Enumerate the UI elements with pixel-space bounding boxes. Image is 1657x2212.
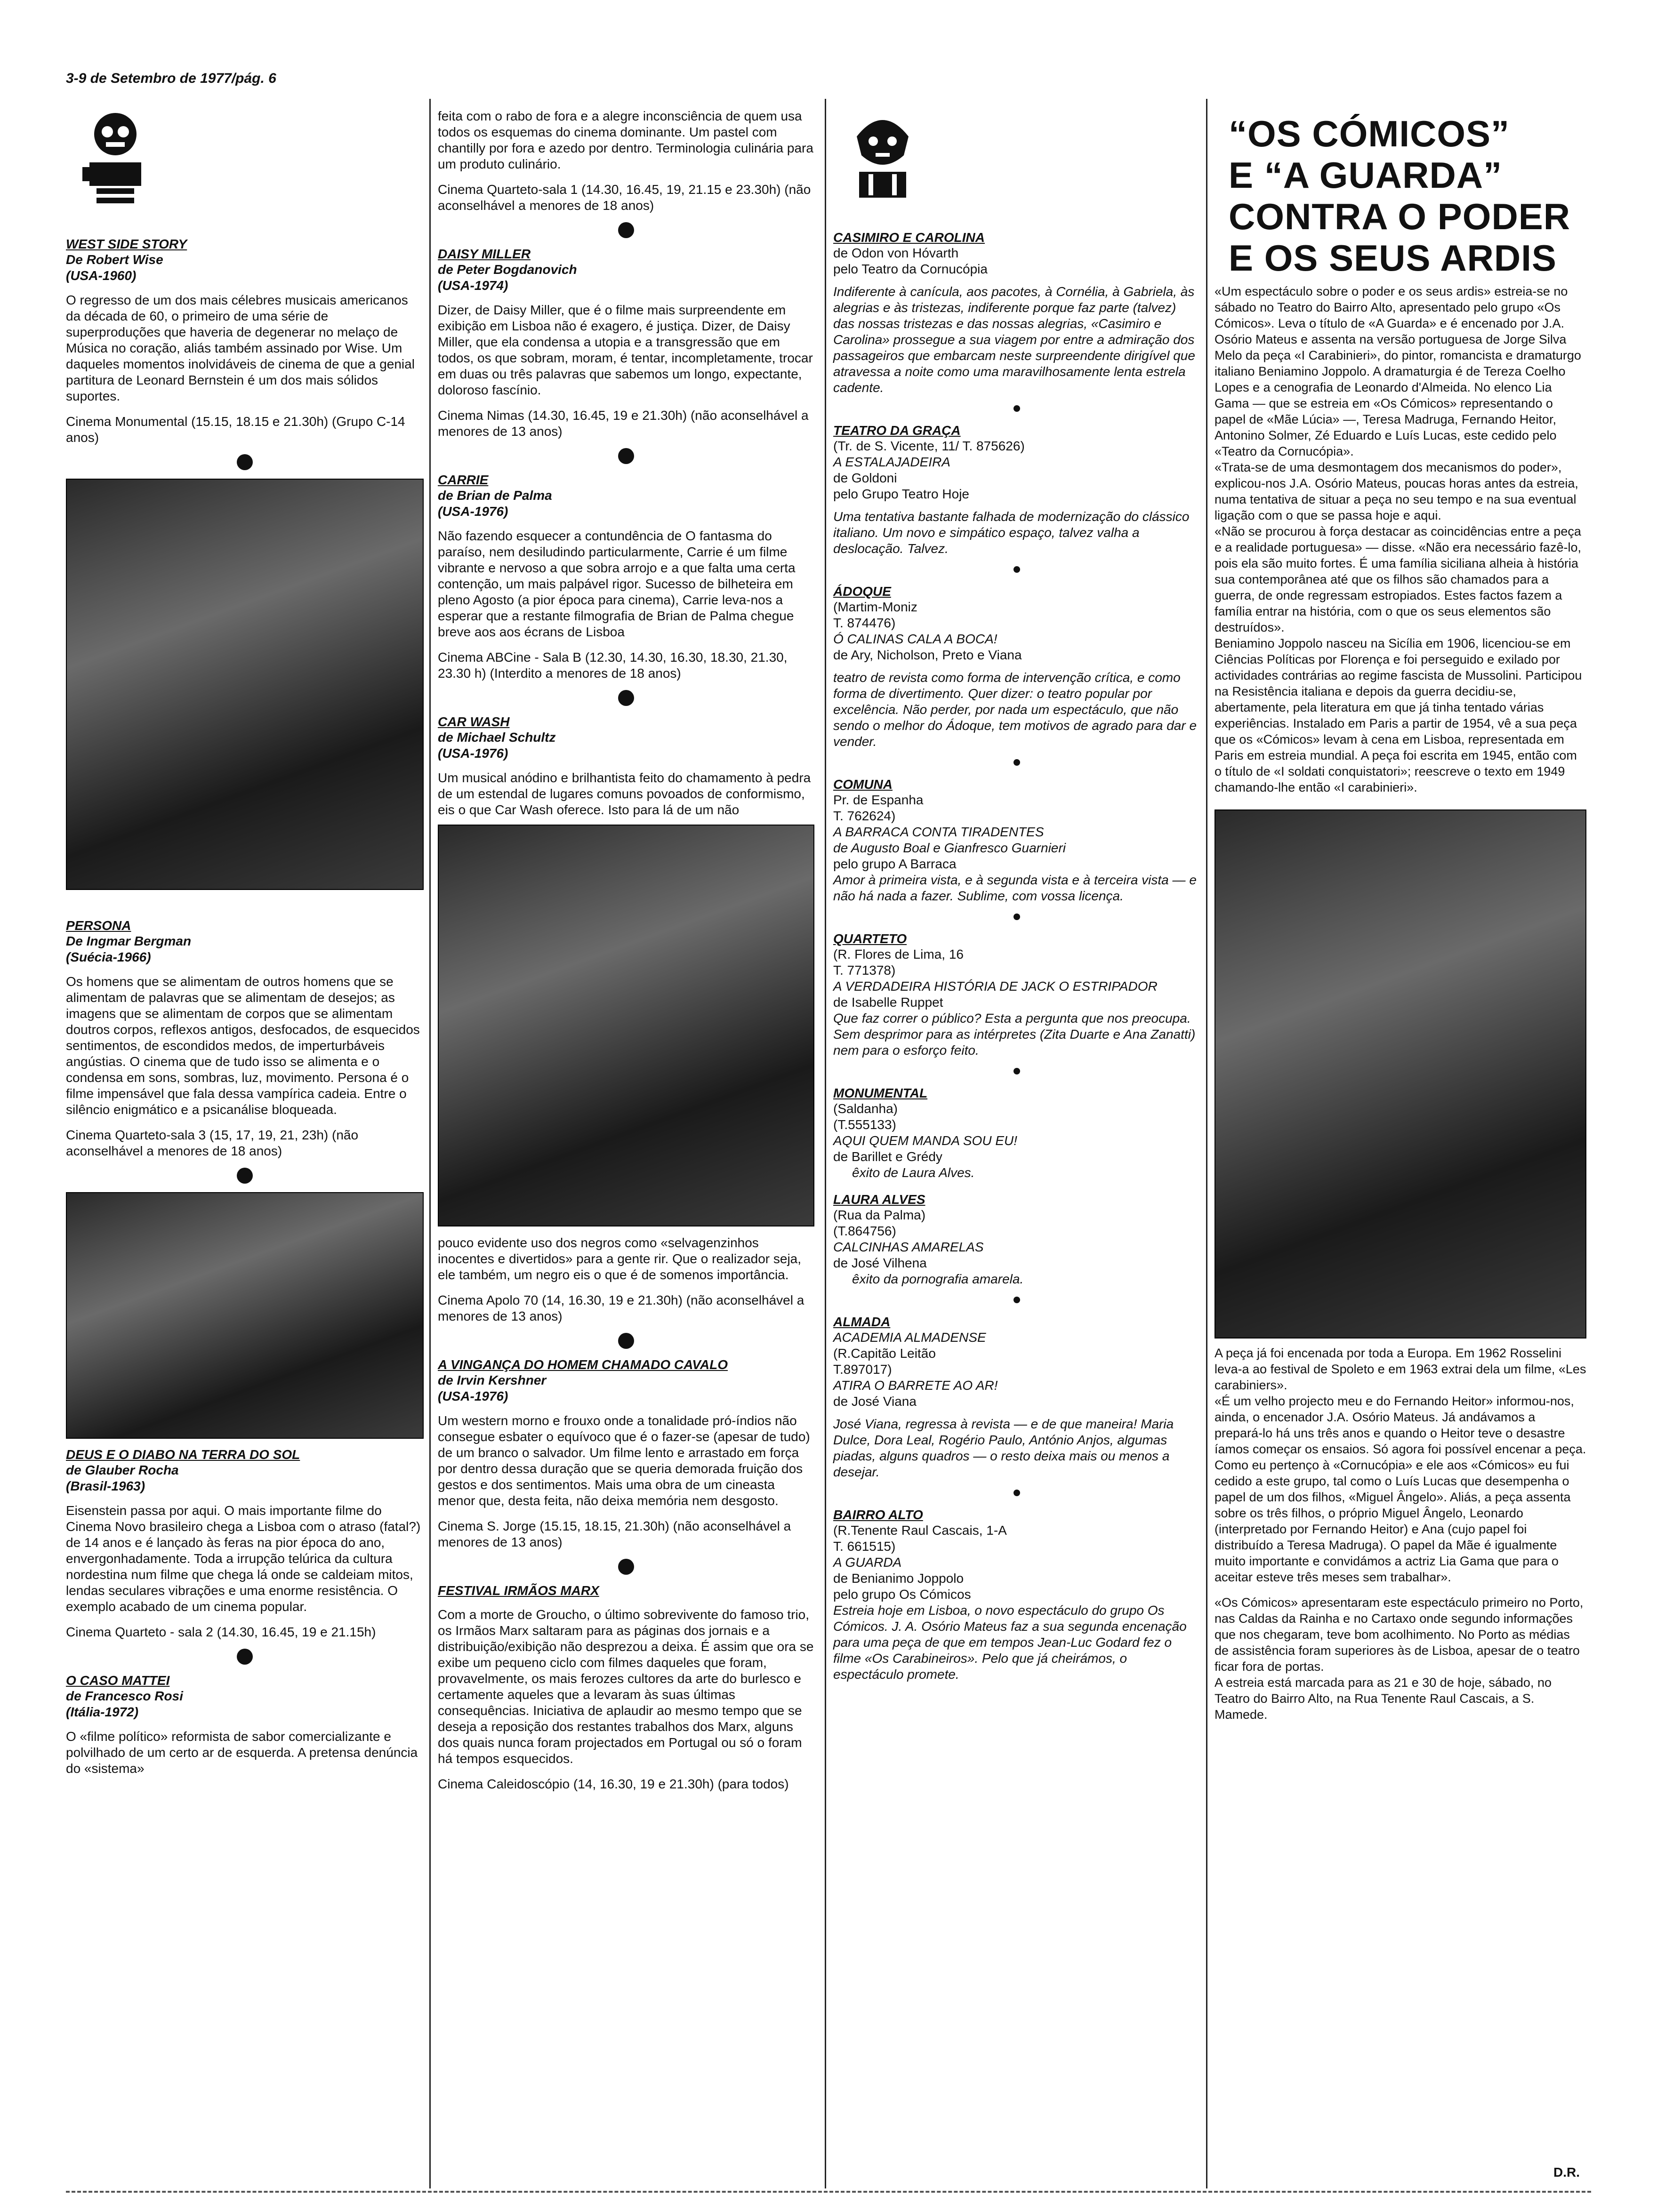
- listing-comment: Indiferente à canícula, aos pacotes, à Cornélia, à Gabriela, às alegrias e às tristezas, indiferente porque faz parte (talvez) das nossas tristezas e das nossas alegrias, «Casimiro e Carolina» prossegue a sua viagem por entre a admiração dos passageiros que embarcam neste surpreendente dirigível que atravessa a noite como uma maravilhosamente lenta estrela cadente.: [833, 284, 1195, 395]
- listing-comment: êxito de Laura Alves.: [852, 1165, 975, 1180]
- film-title: CAR WASH: [438, 714, 510, 729]
- section-bullet: [618, 1333, 634, 1349]
- column-divider: [429, 99, 431, 2188]
- listing-line: T. 661515): [833, 1539, 896, 1554]
- section-bullet: [237, 454, 253, 470]
- theatre-listing: [833, 777, 1200, 904]
- section-bullet: [618, 222, 634, 238]
- cinema-info: Cinema Quarteto-sala 3 (15, 17, 19, 21, 23h) (não aconselhável a menores de 18 anos): [66, 1128, 359, 1158]
- film-title: CARRIE: [438, 473, 489, 487]
- film-title: PERSONA: [66, 918, 131, 933]
- article-paragraph: «Trata-se de uma desmontagem dos mecanismos do poder», explicou-nos J.A. Osório Mateus, poucas horas antes da estreia, numa tentativa de situar a peça no seu tempo e na sua eventual ligação com o que se passa hoje e aqui.: [1215, 460, 1578, 522]
- listing-line: (Saldanha): [833, 1101, 898, 1116]
- continued-review: feita com o rabo de fora e a alegre inconsciência de quem usa todos os esquemas do cinema dominante. Um pastel com chantilly por fora e azedo por dentro. Terminologia culinária para um produto culinário.: [438, 109, 813, 171]
- listing-line: (Tr. de S. Vicente, 11/ T. 875626): [833, 439, 1025, 453]
- film-director: De Ingmar Bergman: [66, 934, 192, 948]
- film-review: Com a morte de Groucho, o último sobrevivente do famoso trio, os Irmãos Marx saltaram para as páginas dos jornais e a distribuição/exibição não desprezou a deixa. É assim que ora se exibe um pequeno ciclo com filmes daqueles que foram, provavelmente, os mais ferozes cultores da arte do burlesco e certamente aqueles que a levaram às suas últimas consequências. Iniciativa de aplaudir ao mesmo tempo que se deseja a reposição dos restantes trabalhos dos Marx, alguns dos quais nunca foram projectados em Portugal ou só o foram há tempos esquecidos.: [438, 1607, 814, 1766]
- theatre-name: ÁDOQUE: [833, 584, 891, 599]
- film-title: O CASO MATTEI: [66, 1673, 170, 1688]
- section-bullet: [1014, 405, 1020, 412]
- listing-line: de Ary, Nicholson, Preto e Viana: [833, 648, 1022, 662]
- theatre-column: [833, 99, 1200, 1683]
- headline-line: “OS CÓMICOS”: [1229, 113, 1510, 154]
- article-actor-photo: [1215, 809, 1586, 1338]
- section-bullet: [618, 1559, 634, 1575]
- column-divider: [825, 99, 826, 2188]
- film-review: Um western morno e frouxo onde a tonalidade pró-índios não consegue esbater o equívoco que é o fazer-se (apesar de tudo) de um branco o salvador. Um filme lento e arrastado em força por dentro dessa duração que se queria demorada fruição dos gestos e dos sentimentos. Mais uma obra de um cineasta menor que, desta feita, não deixa memória nem desgosto.: [438, 1413, 810, 1508]
- film-origin: (Suécia-1966): [66, 950, 151, 964]
- film-title: A VINGANÇA DO HOMEM CHAMADO CAVALO: [438, 1357, 728, 1372]
- cinema-info: Cinema ABCine - Sala B (12.30, 14.30, 16.30, 18.30, 21.30, 23.30 h) (Interdito a menores de 18 anos): [438, 650, 788, 681]
- film-title: DEUS E O DIABO NA TERRA DO SOL: [66, 1447, 300, 1462]
- listing-comment: José Viana, regressa à revista — e de que maneira! Maria Dulce, Dora Leal, Rogério Paulo, António Anjos, algumas piadas, alguns quadros — o resto deixa mais ou menos a desejar.: [833, 1417, 1174, 1479]
- listing-line: CALCINHAS AMARELAS: [833, 1240, 984, 1254]
- theatre-name: QUARTETO: [833, 931, 907, 946]
- cinema-column-1: [66, 99, 424, 1777]
- article-paragraph: A peça já foi encenada por toda a Europa. Em 1962 Rosselini leva-a ao festival de Spoleto e em 1963 extrai dela um filme, «Les carabiniers».: [1215, 1346, 1586, 1392]
- theatre-name: LAURA ALVES: [833, 1192, 925, 1207]
- film-director: de Michael Schultz: [438, 730, 556, 745]
- listing-line: de Augusto Boal e Gianfresco Guarnieri: [833, 841, 1066, 855]
- section-bullet: [1014, 1297, 1020, 1303]
- theatre-name: COMUNA: [833, 777, 893, 792]
- film-origin: (Itália-1972): [66, 1705, 139, 1719]
- listing-line: A VERDADEIRA HISTÓRIA DE JACK O ESTRIPADOR: [833, 979, 1158, 994]
- listing-line: T. 874476): [833, 616, 896, 630]
- cinema-info: Cinema Quarteto-sala 1 (14.30, 16.45, 19, 21.15 e 23.30h) (não aconselhável a menores de 18 anos): [438, 182, 811, 213]
- listing-line: de Barillet e Grédy: [833, 1149, 942, 1164]
- listing-line: de Odon von Hóvarth: [833, 246, 959, 260]
- section-bullet: [618, 690, 634, 706]
- cinema-info: Cinema S. Jorge (15.15, 18.15, 21.30h) (não aconselhável a menores de 13 anos): [438, 1519, 791, 1549]
- article-column: [1215, 99, 1586, 1723]
- film-director: de Peter Bogdanovich: [438, 262, 577, 277]
- listing-line: A GUARDA: [833, 1555, 902, 1570]
- page-bottom-border: [66, 2191, 1591, 2193]
- theatre-listing: [833, 230, 1200, 396]
- article-headline: [1229, 113, 1586, 279]
- listing-line: Ó CALINAS CALA A BOCA!: [833, 632, 997, 646]
- film-review: Não fazendo esquecer a contundência de O fantasma do paraíso, nem desiludindo particularmente, Carrie é um filme vibrante e nervoso a que sobra arrojo e a que falta uma certa contenção, um mais palpável rigor. Sucesso de bilheteira em pleno Agosto (a pior época para cinema), Carrie leva-nos a esperar que a restante filmografia de Brian de Palma chegue breve aos aos écrans de Lisboa: [438, 529, 796, 639]
- section-bullet: [1014, 1490, 1020, 1496]
- listing-line: T. 771378): [833, 963, 896, 978]
- film-review: Dizer, de Daisy Miller, que é o filme mais surpreendente em exibição em Lisboa não é exagero, é justiça. Dizer, de Daisy Miller, que ela condensa a utopia e a transgressão que em todos, os que sobram, moram, é tentar, incompletamente, trocar em duas ou três palavras que sabemos um longo, expectante, doloroso fascínio.: [438, 303, 813, 397]
- theatre-listing: [833, 1507, 1200, 1683]
- listing-comment: Amor à primeira vista, e à segunda vista e à terceira vista — e não há nada a fazer. Sublime, com vossa licença.: [833, 873, 1197, 903]
- theatre-name: BAIRRO ALTO: [833, 1507, 923, 1522]
- listing-line: (T.555133): [833, 1117, 896, 1132]
- section-bullet: [237, 1649, 253, 1665]
- listing-line: (Martim-Moniz: [833, 600, 917, 614]
- section-bullet: [1014, 759, 1020, 766]
- listing-line: de Goldoni: [833, 471, 897, 485]
- film-review: O «filme político» reformista de sabor comercializante e polvilhado de um certo ar de esquerda. A pretensa denúncia do «sistema»: [66, 1729, 418, 1776]
- headline-line: CONTRA O PODER: [1229, 196, 1571, 237]
- film-title: DAISY MILLER: [438, 247, 531, 261]
- photo-credit: D.R.: [1553, 2165, 1580, 2180]
- film-camera-icon: [80, 108, 151, 212]
- listing-line: Pr. de Espanha: [833, 793, 924, 807]
- listing-comment: teatro de revista como forma de intervenção crítica, e como forma de divertimento. Quer dizer: o teatro popular por excelência. Não perder, por nada um espectáculo, que não sendo o melhor do Ádoque, tem motivos de agrado para dar e vender.: [833, 670, 1197, 749]
- article-paragraph: A estreia está marcada para as 21 e 30 de hoje, sábado, no Teatro do Bairro Alto, na Rua Tenente Raul Cascais, a S. Mamede.: [1215, 1675, 1552, 1722]
- cinema-column-2: [438, 99, 814, 1792]
- listing-line: (T.864756): [833, 1224, 896, 1238]
- film-director: de Brian de Palma: [438, 488, 552, 503]
- film-director: De Robert Wise: [66, 252, 163, 267]
- section-bullet: [237, 1168, 253, 1184]
- film-review: Eisenstein passa por aqui. O mais importante filme do Cinema Novo brasileiro chega a Lisboa com o atraso (fatal?) de 14 anos e é lançado às feras na pior época do ano, envergonhadamente. Toda a irrupção telúrica da cultura nordestina num filme que chega lá onde se caldeiam mitos, lendas seculares vibrações e uma enorme resistência. O exemplo acabado de um cinema popular.: [66, 1503, 421, 1614]
- cinema-info: Cinema Quarteto - sala 2 (14.30, 16.45, 19 e 21.15h): [66, 1625, 376, 1639]
- listing-line: ACADEMIA ALMADENSE: [833, 1330, 986, 1345]
- listing-line: (R. Flores de Lima, 16: [833, 947, 964, 962]
- listing-line: pelo grupo A Barraca: [833, 857, 957, 871]
- cinema-info: Cinema Monumental (15.15, 18.15 e 21.30h) (Grupo C-14 anos): [66, 414, 405, 445]
- film-review: O regresso de um dos mais célebres musicais americanos da década de 60, o primeiro de uma série de superproduções que haveria de degenerar no melaço de Música no coração, aliás também assinado por Wise. Um daqueles momentos inolvidáveis de cinema de que a genial partitura de Leonard Bernstein é um dos mais sólidos suportes.: [66, 293, 415, 403]
- film-origin: (USA-1976): [438, 504, 508, 519]
- theatre-listing: [833, 1314, 1200, 1480]
- theatre-listing: [833, 1086, 1200, 1181]
- article-paragraph: «Os Cómicos» apresentaram este espectáculo primeiro no Porto, nas Caldas da Rainha e no Cartaxo onde segundo informações que nos chegaram, teve bom acolhimento. No Porto as médias de assistência foram superiores às de Lisboa, apesar de o teatro ficar fora de portas.: [1215, 1595, 1584, 1674]
- theatre-name: TEATRO DA GRAÇA: [833, 423, 961, 438]
- film-origin: (USA-1960): [66, 268, 137, 283]
- car-wash-still-photo: [438, 825, 814, 1226]
- listing-comment: Uma tentativa bastante falhada de modernização do clássico italiano. Um novo e simpático espaço, talvez valha a deslocação. Talvez.: [833, 509, 1190, 556]
- film-director: de Francesco Rosi: [66, 1689, 183, 1703]
- film-review: Um musical anódino e brilhantista feito do chamamento à pedra de um estendal de lugares comuns povoados de conformismo, eis o que Car Wash oferece. Isto para lá de um não: [438, 770, 811, 817]
- film-title: FESTIVAL IRMÃOS MARX: [438, 1583, 599, 1598]
- cinema-info: Cinema Apolo 70 (14, 16.30, 19 e 21.30h) (não aconselhável a menores de 13 anos): [438, 1293, 804, 1323]
- listing-comment: Estreia hoje em Lisboa, o novo espectáculo do grupo Os Cómicos. J. A. Osório Mateus faz a sua segunda encenação para uma peça de que em tempos Jean-Luc Godard fez o filme «Os Carabineiros». Pelo que já cheirámos, o espectáculo promete.: [833, 1603, 1187, 1682]
- listing-line: AQUI QUEM MANDA SOU EU!: [833, 1133, 1018, 1148]
- cinema-info: Cinema Nimas (14.30, 16.45, 19 e 21.30h) (não aconselhável a menores de 13 anos): [438, 408, 809, 439]
- headline-line: E “A GUARDA”: [1229, 154, 1503, 196]
- section-bullet: [1014, 566, 1020, 573]
- deus-e-o-diabo-still-photo: [66, 1192, 424, 1439]
- article-paragraph: «É um velho projecto meu e do Fernando Heitor» informou-nos, ainda, o encenador J.A. Osório Mateus. Já andávamos a prepará-lo há uns três anos e quando o Heitor teve o desastre íamos começar os ensaios. Só agora foi possível encenar a peça. Como eu pertenço à «Cornucópia» e ele aos «Cómicos» eu fui cedido a este grupo, tal como o Luís Lucas que desempenha o papel de um dos filhos, «Miguel Ângelo». Aliás, a peça assenta sobre os três filhos, o próprio Miguel Ângelo, Leonardo (interpretado por Fernando Heitor) e Ana (cujo papel foi distribuído a Teresa Madruga). O papel da Mãe é igualmente muito importante e convidámos a actriz Lia Gama que para o aceitar esteve três meses sem trabalhar».: [1215, 1394, 1586, 1584]
- listing-line: T.897017): [833, 1362, 892, 1377]
- headline-line: E OS SEUS ARDIS: [1229, 237, 1557, 279]
- listing-line: pelo grupo Os Cómicos: [833, 1587, 971, 1602]
- theatre-mask-icon: [847, 108, 918, 202]
- film-title: WEST SIDE STORY: [66, 237, 187, 251]
- listing-line: T. 762624): [833, 809, 896, 823]
- listing-line: (Rua da Palma): [833, 1208, 926, 1222]
- listing-comment: êxito da pornografia amarela.: [852, 1272, 1024, 1286]
- film-review-continued: pouco evidente uso dos negros como «selvagenzinhos inocentes e divertidos» para a gente rir. Que o realizador seja, ele também, um negro eis o que é de somenos importância.: [438, 1235, 802, 1282]
- film-director: de Glauber Rocha: [66, 1463, 179, 1477]
- theatre-name: ALMADA: [833, 1314, 891, 1329]
- listing-line: (R.Capitão Leitão: [833, 1346, 936, 1361]
- film-origin: (Brasil-1963): [66, 1479, 145, 1493]
- theatre-listing: [833, 584, 1200, 750]
- film-review: Os homens que se alimentam de outros homens que se alimentam de palavras que se alimentam de desejos; as imagens que se alimentam de corpos que se alimentam doutros corpos, reflexos antigos, desfocados, de esquecidos sentimentos, de escondidos medos, de imperturbáveis angústias. O cinema que de tudo isso se alimenta e o condensa em sons, sombras, luz, movimento. Persona é o filme impensável que fala dessa vampírica cadeia. Entre o silêncio enigmático e a psicanálise bloqueada.: [66, 974, 420, 1117]
- section-bullet: [1014, 1068, 1020, 1074]
- section-bullet: [618, 448, 634, 464]
- film-director: de Irvin Kershner: [438, 1373, 547, 1387]
- theatre-listing: [833, 423, 1200, 557]
- listing-line: de Isabelle Ruppet: [833, 995, 943, 1010]
- listing-line: de José Viana: [833, 1394, 917, 1409]
- listing-line: ATIRA O BARRETE AO AR!: [833, 1378, 998, 1393]
- page-date-header: 3-9 de Setembro de 1977/pág. 6: [66, 71, 276, 86]
- film-origin: (USA-1976): [438, 746, 508, 761]
- listing-line: (R.Tenente Raul Cascais, 1-A: [833, 1523, 1007, 1538]
- theatre-listing: [833, 931, 1200, 1058]
- listing-line: pelo Teatro da Cornucópia: [833, 262, 988, 276]
- column-divider: [1206, 99, 1207, 2188]
- cinema-info: Cinema Caleidoscópio (14, 16.30, 19 e 21.30h) (para todos): [438, 1777, 789, 1791]
- article-paragraph: Beniamino Joppolo nasceu na Sicília em 1906, licenciou-se em Ciências Políticas por Florença e foi perseguido e exilado por actividades contrárias ao regime fascista de Mussolini. Participou na Resistência italiana e depois da guerra decidiu-se, abertamente, pela literatura em que já tinha tentado várias experiências. Instalado em Paris a partir de 1954, vê a sua peça que os «Cómicos» levam à cena em Lisboa, representada em Paris em estreia mundial. A peça foi escrita em 1945, então com o título de «I soldati conquistatori»; reescreve o texto em 1949 chamando-lhe então «I carabinieri».: [1215, 636, 1582, 794]
- persona-still-photo: [66, 479, 424, 890]
- article-paragraph: «Um espectáculo sobre o poder e os seus ardis» estreia-se no sábado no Teatro do Bairro Alto, apresentado pelo grupo «Os Cómicos». Leva o título de «A Guarda» e é encenado por J.A. Osório Mateus e assenta na versão portuguesa de Jorge Silva Melo da peça «I Carabinieri», do pintor, romancista e dramaturgo italiano Beniamino Joppolo. A dramaturgia é de Tereza Coelho Lopes e a cenografia de Leonardo d'Almeida. No elenco Lia Gama — que se estreia em «Os Cómicos» representando o papel de «Mãe Lúcia» —, Teresa Madruga, Fernando Heitor, Antonino Solmer, Zé Eduardo e Luís Lucas, este cedido pelo «Teatro da Cornucópia».: [1215, 284, 1581, 458]
- section-bullet: [1014, 914, 1020, 920]
- listing-line: A ESTALAJADEIRA: [833, 455, 950, 469]
- article-paragraph: «Não se procurou à força destacar as coincidências entre a peça e a realidade portuguesa» — disse. «Não era necessário fazê-lo, pois ela são muito fortes. É uma família siciliana alheia à história sua contemporânea até que os filhos são chamados para a guerra, de onde regressam estropiados. Estes factos fazem a família entrar na história, com o que os seus elementos são destruídos».: [1215, 524, 1581, 634]
- theatre-listing: [833, 1192, 1200, 1287]
- listing-line: de Benianimo Joppolo: [833, 1571, 964, 1586]
- film-origin: (USA-1974): [438, 278, 508, 293]
- listing-comment: Que faz correr o público? Esta a pergunta que nos preocupa. Sem desprimor para as intérpretes (Zita Duarte e Ana Zanatti) nem para o esforço feito.: [833, 1011, 1196, 1058]
- listing-line: A BARRACA CONTA TIRADENTES: [833, 825, 1044, 839]
- listing-line: pelo Grupo Teatro Hoje: [833, 487, 969, 501]
- theatre-name: MONUMENTAL: [833, 1086, 928, 1100]
- film-origin: (USA-1976): [438, 1389, 508, 1403]
- listing-line: de José Vilhena: [833, 1256, 927, 1270]
- theatre-name: CASIMIRO E CAROLINA: [833, 230, 985, 245]
